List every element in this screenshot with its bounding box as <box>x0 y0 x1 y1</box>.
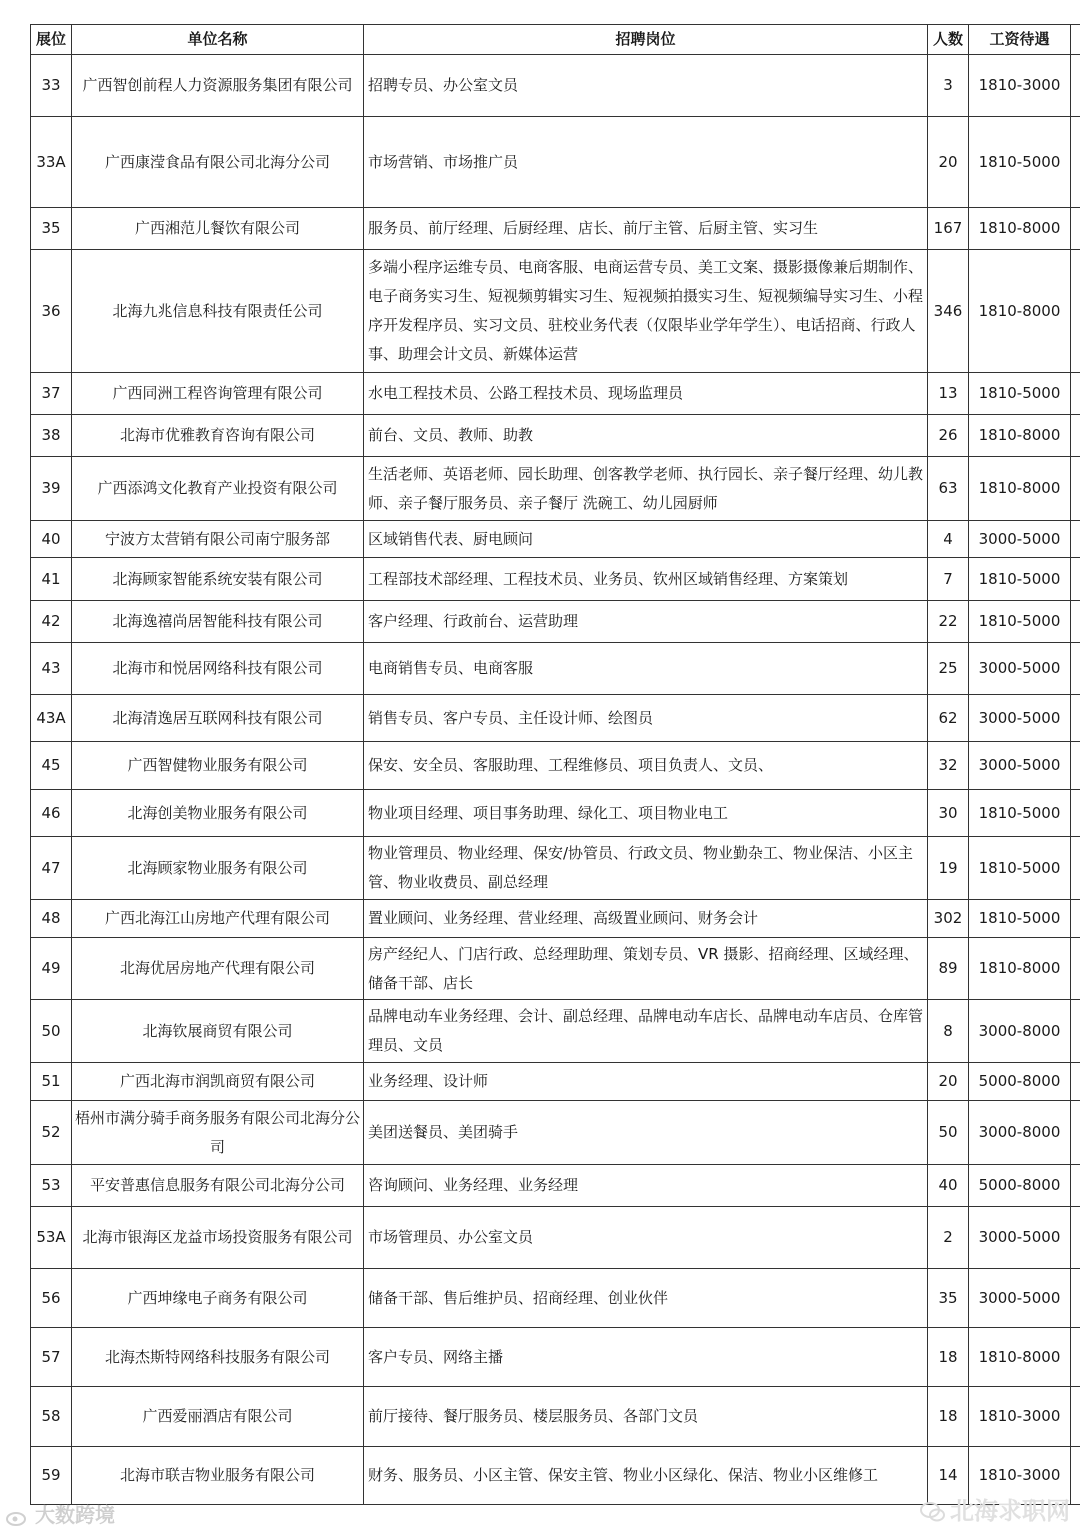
table-row <box>31 373 1080 415</box>
booth-cell: 35 <box>31 208 72 250</box>
count-cell: 20 <box>928 117 969 208</box>
table-row <box>31 742 1080 790</box>
salary-cell: 3000-5000 <box>969 643 1071 695</box>
salary-cell: 1810-8000 <box>969 415 1071 457</box>
table-row <box>31 1207 1080 1269</box>
count-cell: 30 <box>928 790 969 837</box>
company-cell: 广西湘范儿餐饮有限公司 <box>72 208 364 250</box>
positions-cell: 多端小程序运维专员、电商客服、电商运营专员、美工文案、摄影摄像兼后期制作、电子商务实习生、短视频剪辑实习生、短视频拍摄实习生、短视频编导实习生、小程序开发程序员、实习文员、驻校业务代表（仅限毕业学年学生）、电话招商、行政人事、助理会计文员、新媒体运营 <box>364 250 928 373</box>
booth-cell: 47 <box>31 837 72 900</box>
booth-cell: 57 <box>31 1328 72 1387</box>
positions-cell: 市场营销、市场推广员 <box>364 117 928 208</box>
booth-cell: 52 <box>31 1101 72 1165</box>
company-cell: 北海清逸居互联网科技有限公司 <box>72 695 364 742</box>
company-cell: 北海市优雅教育咨询有限公司 <box>72 415 364 457</box>
company-cell: 北海市和悦居网络科技有限公司 <box>72 643 364 695</box>
table-body <box>31 55 1080 1505</box>
booth-cell: 33A <box>31 117 72 208</box>
booth-cell: 39 <box>31 457 72 521</box>
company-cell: 北海顾家智能系统安装有限公司 <box>72 558 364 601</box>
count-cell: 3 <box>928 55 969 117</box>
count-cell: 8 <box>928 1000 969 1063</box>
booth-cell: 59 <box>31 1447 72 1505</box>
table-row <box>31 938 1080 1000</box>
count-cell: 63 <box>928 457 969 521</box>
salary-cell: 5000-8000 <box>969 1063 1071 1101</box>
count-cell: 50 <box>928 1101 969 1165</box>
booth-cell: 36 <box>31 250 72 373</box>
count-cell: 20 <box>928 1063 969 1101</box>
extra-cell <box>1071 695 1080 742</box>
positions-cell: 招聘专员、办公室文员 <box>364 55 928 117</box>
salary-cell: 1810-8000 <box>969 1328 1071 1387</box>
company-cell: 北海市银海区龙益市场投资服务有限公司 <box>72 1207 364 1269</box>
extra-cell <box>1071 938 1080 1000</box>
table-row <box>31 1328 1080 1387</box>
table-row <box>31 601 1080 643</box>
watermark-right-text: 北海求职网 <box>950 1497 1070 1525</box>
salary-cell: 1810-3000 <box>969 1447 1071 1505</box>
salary-cell: 3000-5000 <box>969 742 1071 790</box>
table-row <box>31 55 1080 117</box>
booth-cell: 41 <box>31 558 72 601</box>
table-row <box>31 415 1080 457</box>
salary-cell: 1810-8000 <box>969 250 1071 373</box>
extra-cell <box>1071 837 1080 900</box>
table-row <box>31 837 1080 900</box>
count-cell: 14 <box>928 1447 969 1505</box>
salary-cell: 3000-5000 <box>969 695 1071 742</box>
extra-cell <box>1071 900 1080 938</box>
salary-cell: 3000-5000 <box>969 521 1071 558</box>
booth-cell: 53 <box>31 1165 72 1207</box>
count-cell: 40 <box>928 1165 969 1207</box>
extra-cell <box>1071 601 1080 643</box>
company-cell: 北海九兆信息科技有限责任公司 <box>72 250 364 373</box>
header-salary: 工资待遇 <box>969 25 1071 55</box>
positions-cell: 前厅接待、餐厅服务员、楼层服务员、各部门文员 <box>364 1387 928 1447</box>
booth-cell: 58 <box>31 1387 72 1447</box>
company-cell: 广西爱丽酒店有限公司 <box>72 1387 364 1447</box>
table-row <box>31 1063 1080 1101</box>
count-cell: 35 <box>928 1269 969 1328</box>
salary-cell: 1810-5000 <box>969 900 1071 938</box>
booth-cell: 46 <box>31 790 72 837</box>
booth-cell: 43 <box>31 643 72 695</box>
company-cell: 北海市联吉物业服务有限公司 <box>72 1447 364 1505</box>
table-row <box>31 1165 1080 1207</box>
positions-cell: 咨询顾问、业务经理、业务经理 <box>364 1165 928 1207</box>
table-row <box>31 643 1080 695</box>
company-cell: 北海逸禧尚居智能科技有限公司 <box>72 601 364 643</box>
salary-cell: 5000-8000 <box>969 1165 1071 1207</box>
count-cell: 18 <box>928 1328 969 1387</box>
salary-cell: 3000-5000 <box>969 1207 1071 1269</box>
header-count: 人数 <box>928 25 969 55</box>
positions-cell: 物业管理员、物业经理、保安/协管员、行政文员、物业勤杂工、物业保洁、小区主管、物业收费员、副总经理 <box>364 837 928 900</box>
count-cell: 26 <box>928 415 969 457</box>
table-row <box>31 900 1080 938</box>
extra-cell <box>1071 415 1080 457</box>
booth-cell: 37 <box>31 373 72 415</box>
header-extra <box>1071 25 1080 55</box>
table-row <box>31 208 1080 250</box>
booth-cell: 42 <box>31 601 72 643</box>
extra-cell <box>1071 1387 1080 1447</box>
extra-cell <box>1071 1165 1080 1207</box>
positions-cell: 储备干部、售后维护员、招商经理、创业伙伴 <box>364 1269 928 1328</box>
salary-cell: 1810-5000 <box>969 558 1071 601</box>
extra-cell <box>1071 790 1080 837</box>
extra-cell <box>1071 558 1080 601</box>
company-cell: 北海杰斯特网络科技服务有限公司 <box>72 1328 364 1387</box>
company-cell: 广西智健物业服务有限公司 <box>72 742 364 790</box>
extra-cell <box>1071 1000 1080 1063</box>
booth-cell: 40 <box>31 521 72 558</box>
table-row <box>31 790 1080 837</box>
company-cell: 广西坤缘电子商务有限公司 <box>72 1269 364 1328</box>
company-cell: 北海优居房地产代理有限公司 <box>72 938 364 1000</box>
extra-cell <box>1071 1447 1080 1505</box>
company-cell: 广西同洲工程咨询管理有限公司 <box>72 373 364 415</box>
salary-cell: 3000-8000 <box>969 1000 1071 1063</box>
booth-cell: 49 <box>31 938 72 1000</box>
count-cell: 346 <box>928 250 969 373</box>
header-booth: 展位 <box>31 25 72 55</box>
company-cell: 平安普惠信息服务有限公司北海分公司 <box>72 1165 364 1207</box>
count-cell: 4 <box>928 521 969 558</box>
booth-cell: 48 <box>31 900 72 938</box>
positions-cell: 服务员、前厅经理、后厨经理、店长、前厅主管、后厨主管、实习生 <box>364 208 928 250</box>
booth-cell: 43A <box>31 695 72 742</box>
company-cell: 北海创美物业服务有限公司 <box>72 790 364 837</box>
company-cell: 广西北海市润凯商贸有限公司 <box>72 1063 364 1101</box>
extra-cell <box>1071 1328 1080 1387</box>
count-cell: 25 <box>928 643 969 695</box>
watermark-left-text: 大数跨境 <box>34 1503 115 1527</box>
company-cell: 广西智创前程人力资源服务集团有限公司 <box>72 55 364 117</box>
salary-cell: 1810-8000 <box>969 938 1071 1000</box>
count-cell: 18 <box>928 1387 969 1447</box>
watermark-right <box>920 1491 1070 1526</box>
extra-cell <box>1071 1063 1080 1101</box>
positions-cell: 区域销售代表、厨电顾问 <box>364 521 928 558</box>
extra-cell <box>1071 1101 1080 1165</box>
booth-cell: 45 <box>31 742 72 790</box>
salary-cell: 1810-3000 <box>969 55 1071 117</box>
booth-cell: 56 <box>31 1269 72 1328</box>
salary-cell: 1810-5000 <box>969 117 1071 208</box>
positions-cell: 市场管理员、办公室文员 <box>364 1207 928 1269</box>
extra-cell <box>1071 643 1080 695</box>
count-cell: 7 <box>928 558 969 601</box>
salary-cell: 3000-5000 <box>969 1269 1071 1328</box>
positions-cell: 品牌电动车业务经理、会计、副总经理、品牌电动车店长、品牌电动车店员、仓库管理员、文员 <box>364 1000 928 1063</box>
count-cell: 62 <box>928 695 969 742</box>
extra-cell <box>1071 1207 1080 1269</box>
weibo-icon <box>6 1506 28 1528</box>
positions-cell: 前台、文员、教师、助教 <box>364 415 928 457</box>
extra-cell <box>1071 373 1080 415</box>
extra-cell <box>1071 521 1080 558</box>
table-header-row <box>31 25 1080 55</box>
header-company: 单位名称 <box>72 25 364 55</box>
positions-cell: 房产经纪人、门店行政、总经理助理、策划专员、VR 摄影、招商经理、区域经理、储备干部、店长 <box>364 938 928 1000</box>
positions-cell: 客户经理、行政前台、运营助理 <box>364 601 928 643</box>
job-table <box>30 24 1080 1505</box>
table-row <box>31 457 1080 521</box>
count-cell: 22 <box>928 601 969 643</box>
salary-cell: 1810-8000 <box>969 457 1071 521</box>
salary-cell: 1810-3000 <box>969 1387 1071 1447</box>
positions-cell: 物业项目经理、项目事务助理、绿化工、项目物业电工 <box>364 790 928 837</box>
table-row <box>31 1101 1080 1165</box>
positions-cell: 电商销售专员、电商客服 <box>364 643 928 695</box>
booth-cell: 51 <box>31 1063 72 1101</box>
company-cell: 广西添鸿文化教育产业投资有限公司 <box>72 457 364 521</box>
company-cell: 广西康滢食品有限公司北海分公司 <box>72 117 364 208</box>
count-cell: 302 <box>928 900 969 938</box>
booth-cell: 33 <box>31 55 72 117</box>
salary-cell: 1810-5000 <box>969 837 1071 900</box>
booth-cell: 53A <box>31 1207 72 1269</box>
positions-cell: 销售专员、客户专员、主任设计师、绘图员 <box>364 695 928 742</box>
extra-cell <box>1071 457 1080 521</box>
table-row <box>31 1387 1080 1447</box>
count-cell: 19 <box>928 837 969 900</box>
watermark-left <box>6 1499 115 1528</box>
company-cell: 广西北海江山房地产代理有限公司 <box>72 900 364 938</box>
table-row <box>31 695 1080 742</box>
positions-cell: 财务、服务员、小区主管、保安主管、物业小区绿化、保洁、物业小区维修工 <box>364 1447 928 1505</box>
positions-cell: 生活老师、英语老师、园长助理、创客教学老师、执行园长、亲子餐厅经理、幼儿教师、亲子餐厅服务员、亲子餐厅 洗碗工、幼儿园厨师 <box>364 457 928 521</box>
salary-cell: 3000-8000 <box>969 1101 1071 1165</box>
job-fair-table-page <box>30 24 1080 1505</box>
positions-cell: 水电工程技术员、公路工程技术员、现场监理员 <box>364 373 928 415</box>
salary-cell: 1810-5000 <box>969 373 1071 415</box>
positions-cell: 工程部技术部经理、工程技术员、业务员、钦州区域销售经理、方案策划 <box>364 558 928 601</box>
salary-cell: 1810-5000 <box>969 790 1071 837</box>
table-row <box>31 117 1080 208</box>
booth-cell: 38 <box>31 415 72 457</box>
company-cell: 北海顾家物业服务有限公司 <box>72 837 364 900</box>
company-cell: 宁波方太营销有限公司南宁服务部 <box>72 521 364 558</box>
count-cell: 89 <box>928 938 969 1000</box>
table-row <box>31 1000 1080 1063</box>
extra-cell <box>1071 1269 1080 1328</box>
table-row <box>31 521 1080 558</box>
table-row <box>31 1269 1080 1328</box>
count-cell: 2 <box>928 1207 969 1269</box>
extra-cell <box>1071 117 1080 208</box>
extra-cell <box>1071 55 1080 117</box>
extra-cell <box>1071 742 1080 790</box>
positions-cell: 美团送餐员、美团骑手 <box>364 1101 928 1165</box>
count-cell: 13 <box>928 373 969 415</box>
extra-cell <box>1071 250 1080 373</box>
positions-cell: 保安、安全员、客服助理、工程维修员、项目负责人、文员、 <box>364 742 928 790</box>
count-cell: 167 <box>928 208 969 250</box>
company-cell: 梧州市满分骑手商务服务有限公司北海分公司 <box>72 1101 364 1165</box>
wechat-icon <box>920 1501 942 1523</box>
booth-cell: 50 <box>31 1000 72 1063</box>
extra-cell <box>1071 208 1080 250</box>
table-row <box>31 558 1080 601</box>
positions-cell: 置业顾问、业务经理、营业经理、高级置业顾问、财务会计 <box>364 900 928 938</box>
header-positions: 招聘岗位 <box>364 25 928 55</box>
count-cell: 32 <box>928 742 969 790</box>
positions-cell: 业务经理、设计师 <box>364 1063 928 1101</box>
salary-cell: 1810-5000 <box>969 601 1071 643</box>
positions-cell: 客户专员、网络主播 <box>364 1328 928 1387</box>
company-cell: 北海钦展商贸有限公司 <box>72 1000 364 1063</box>
salary-cell: 1810-8000 <box>969 208 1071 250</box>
table-row <box>31 250 1080 373</box>
